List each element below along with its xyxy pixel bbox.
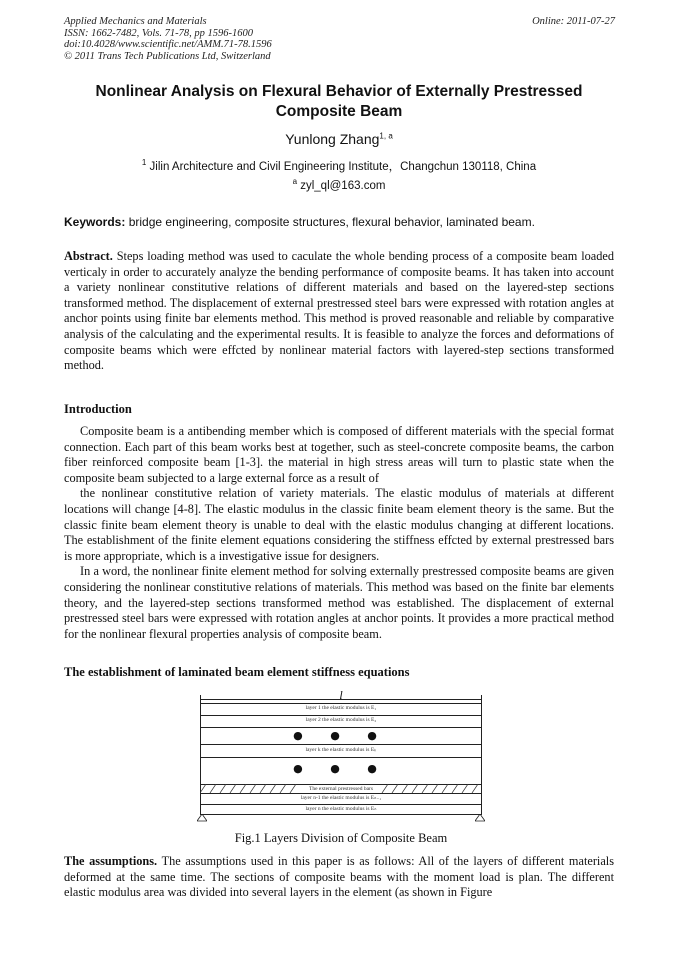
support-right xyxy=(475,814,485,822)
author-sup: 1, a xyxy=(379,131,393,141)
section-heading-stiffness: The establishment of laminated beam element stiffness equations xyxy=(64,665,410,679)
online-date: Online: 2011-07-27 xyxy=(532,16,615,27)
introduction-heading: Introduction xyxy=(64,402,132,416)
keywords-text: bridge engineering, composite structures, flexural behavior, laminated beam. xyxy=(128,215,535,229)
dimension-tick-right xyxy=(481,695,482,703)
abstract xyxy=(64,249,614,374)
layer-2-label: layer 2 the elastic modulus is E₂ xyxy=(305,717,377,723)
email-sup: a xyxy=(292,177,298,187)
abstract-label: Abstract. xyxy=(64,249,113,263)
layer-divider xyxy=(200,757,482,758)
layer-divider xyxy=(200,744,482,745)
intro-paragraph-1: Composite beam is a antibending member which is composed of different materials with the special format connection. Each part of this beam works best at together, such as steel-concrete composite beams, the carbon fiber reinforced composite beam [1-3]. the material in high stress areas will turn to plastic state when the composite beam subjected to a large external force as a result of xyxy=(64,424,614,485)
layer-n-1-label: layer n-1 the elastic modulus is Eₙ₋₁ xyxy=(300,795,382,801)
affiliation-sup: 1 xyxy=(141,158,147,168)
intro-paragraph-2: the nonlinear constitutive relation of variety materials. The elastic modulus of materials at different locations will change [4-8]. The elastic modulus in the classic finite beam element theory is the same. But the classic finite beam element theory is unable to deal with the elastic modulus changing at different locations. The establishment of the finite element equations considering the stiffness effcted by external prestressed bars is more appropriate, which is a investigative issue for designers. xyxy=(64,486,614,563)
layer-divider xyxy=(200,727,482,728)
author-name: Yunlong Zhang xyxy=(285,131,380,147)
prestressed-label: The external prestressed bars xyxy=(309,786,373,792)
email xyxy=(60,177,618,192)
copyright: © 2011 Trans Tech Publications Ltd, Switzerland xyxy=(64,50,271,62)
layer-divider xyxy=(200,793,482,794)
dimension-tick-left xyxy=(200,695,201,703)
layer-divider xyxy=(200,715,482,716)
ellipsis-dots-2: ● ● ● xyxy=(293,762,389,775)
assumptions-label: The assumptions. xyxy=(64,854,158,868)
figure-caption: Fig.1 Layers Division of Composite Beam xyxy=(234,831,448,845)
assumptions xyxy=(64,854,614,901)
issn: ISSN: 1662-7482, Vols. 71-78, pp 1596-1600 xyxy=(64,27,253,39)
affiliation xyxy=(60,158,618,174)
keywords-label: Keywords: xyxy=(64,215,126,229)
journal-name: Applied Mechanics and Materials xyxy=(64,16,207,27)
layer-n-label: layer n the elastic modulus is Eₙ xyxy=(305,806,377,812)
intro-paragraph-3: In a word, the nonlinear finite element method for solving externally prestressed composite beams are given considering the nonlinear constitutive relations of materials. This method was based on the finite bar elements theory, and the layered-step sections transformed method was established. The displacement of external prestressed steel bars were expressed with rotation angles at anchor points. It provides a more practical method for the nonlinear flexural properties analysis of composite beam. xyxy=(64,564,614,641)
assumptions-text: The assumptions used in this paper is as follows: All of the layers of different materials deformed at the same time. The sections of composite beams with the moment load is plan. The different elastic modulus area was divided into several layers in the element (as shown in Figure xyxy=(64,854,614,900)
doi: doi:10.4028/www.scientific.net/AMM.71-78.1596 xyxy=(64,39,272,50)
paper-title: Nonlinear Analysis on Flexural Behavior of Externally Prestressed Composite Beam xyxy=(95,83,583,120)
figure-length-label: l xyxy=(339,688,343,702)
layer-divider xyxy=(200,804,482,805)
introduction-body xyxy=(64,424,614,642)
layer-1-label: layer 1 the elastic modulus is E₁ xyxy=(305,705,377,711)
dimension-line xyxy=(200,699,482,700)
ellipsis-dots: ● ● ● xyxy=(293,729,389,742)
layer-k-label: layer k the elastic modulus is Eₖ xyxy=(305,747,377,753)
abstract-text: Steps loading method was used to caculate the whole bending process of a composite beam loaded verticaly in order to accurately analyze the bending performance of composite beams. It has taken into account a variety nonlinear constitutive relations of different materials and based on the layered-step sections transformed method. The displacement of external prestressed steel bars were expressed with rotation angles at anchor points using finite bar elements method. This method is proved reasonable and reliable by comparative analysis of the calculating and the experimental results. It is feasible to analyze the forces and deformations of composite beams which were effcted by nonlinear material factors with layered-step sections transformed method. xyxy=(64,249,614,373)
running-header xyxy=(64,16,272,62)
affiliation-text: Jilin Architecture and Civil Engineering Institute，Changchun 130118, China xyxy=(149,161,537,173)
author xyxy=(60,131,618,147)
email-text: zyl_ql@163.com xyxy=(300,180,386,192)
keywords xyxy=(64,215,624,229)
support-left xyxy=(197,814,207,822)
figure-layers-division xyxy=(200,690,482,822)
